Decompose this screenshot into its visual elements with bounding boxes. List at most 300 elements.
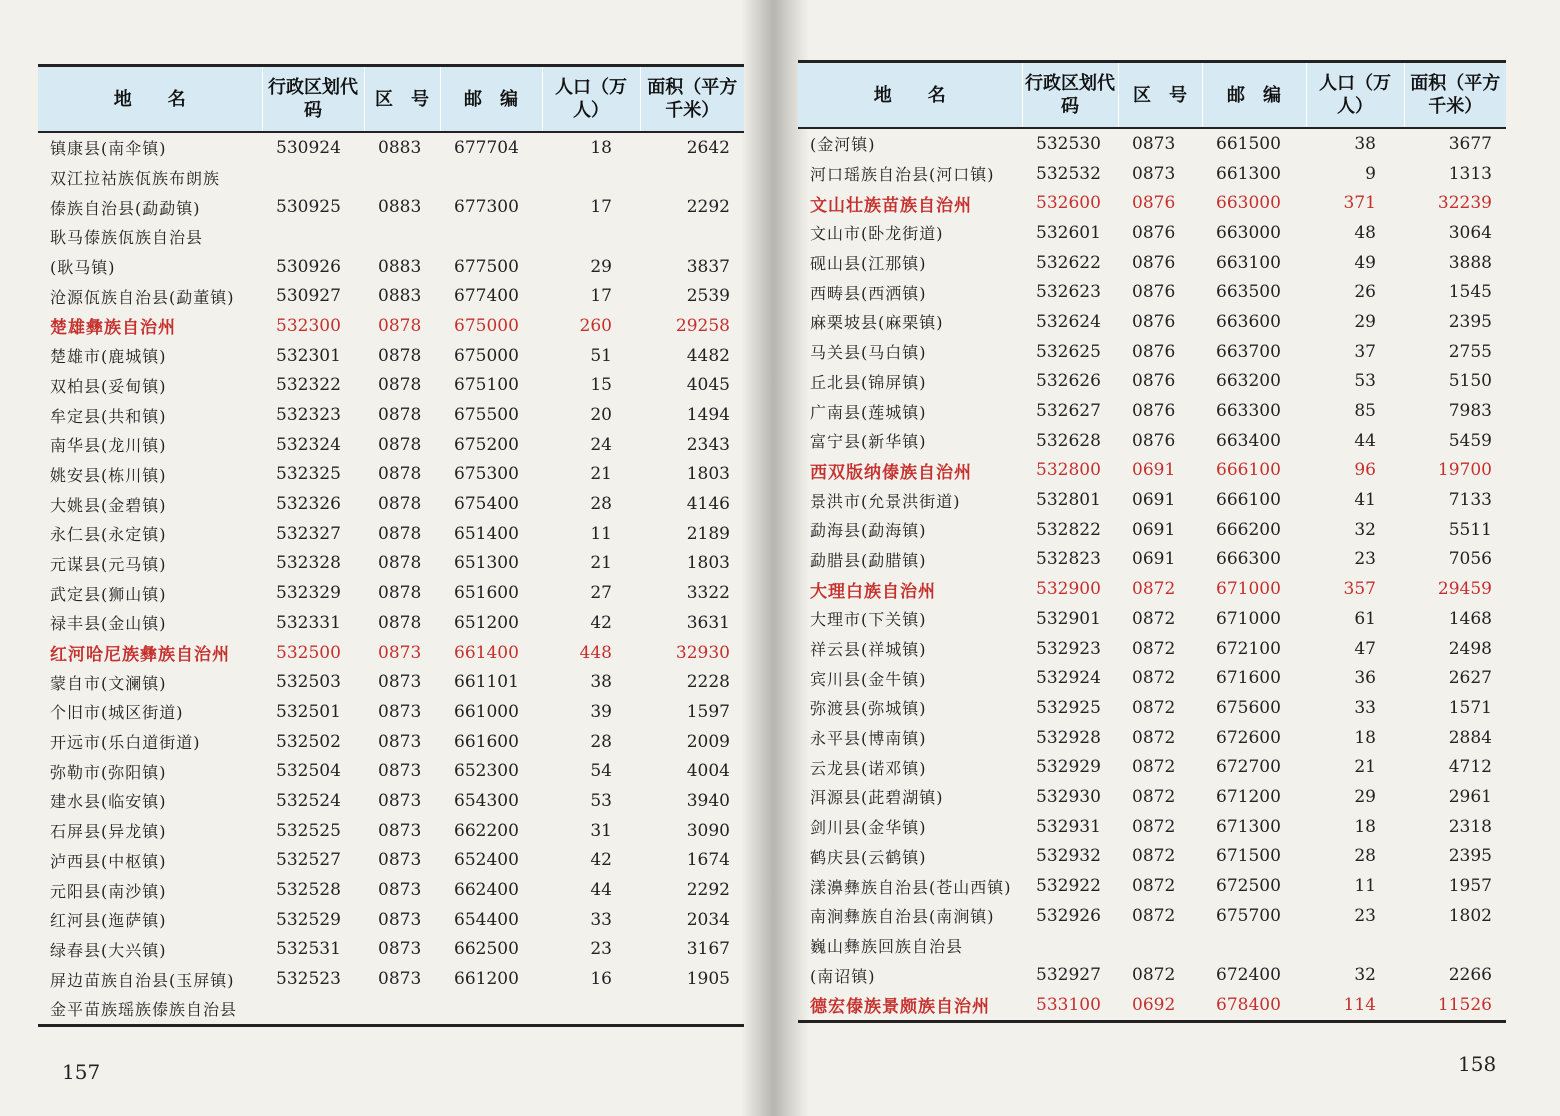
place-name: 牟定县(共和镇) [50, 406, 167, 426]
admin-code [262, 994, 364, 1025]
land-area: 1494 [686, 405, 730, 426]
land-area: 2395 [1448, 846, 1492, 867]
admin-code: 532524 [276, 790, 341, 811]
admin-code: 532501 [276, 701, 341, 722]
admin-code: 532324 [276, 434, 341, 455]
population: 53 [1354, 371, 1376, 392]
postcode: 672600 [1216, 727, 1281, 748]
area-code: 0692 [1132, 994, 1176, 1015]
postcode: 663600 [1216, 311, 1281, 332]
land-area: 2292 [686, 880, 730, 901]
population: 33 [590, 909, 612, 930]
land-area: 4712 [1448, 757, 1492, 778]
population: 32 [1354, 519, 1376, 540]
population: 47 [1354, 638, 1376, 659]
area-code: 0691 [1132, 460, 1176, 481]
table-row [798, 663, 1506, 693]
place-name: 弥渡县(弥城镇) [810, 699, 927, 719]
area-code [364, 222, 440, 252]
table-row [798, 426, 1506, 456]
admin-code: 532525 [276, 820, 341, 841]
table-row [798, 634, 1506, 664]
land-area: 3090 [686, 820, 730, 841]
population: 17 [590, 197, 612, 218]
table-row [38, 132, 744, 163]
table-row [38, 994, 744, 1025]
admin-code: 532502 [276, 731, 341, 752]
place-name: 马关县(马白镇) [810, 343, 927, 363]
place-name: 文山市(卧龙街道) [810, 224, 944, 244]
area-code: 0878 [378, 553, 422, 574]
area-code: 0872 [1132, 786, 1176, 807]
table-row [38, 192, 744, 222]
postcode: 675500 [454, 405, 519, 426]
place-name: 巍山彝族回族自治县 [810, 936, 964, 956]
land-area: 1674 [686, 850, 730, 871]
header-code: 行政区划代码 [1022, 62, 1118, 129]
place-name: 文山壮族苗族自治州 [810, 195, 972, 216]
postcode: 652300 [454, 761, 519, 782]
land-area: 3631 [686, 612, 730, 633]
place-name: 屏边苗族自治县(玉屏镇) [50, 970, 235, 990]
land-area: 2034 [686, 909, 730, 930]
prefecture-row [798, 574, 1506, 604]
land-area: 2884 [1448, 727, 1492, 748]
population: 85 [1354, 401, 1376, 422]
postcode: 677704 [454, 137, 519, 158]
table-row [798, 812, 1506, 842]
place-name: 泸西县(中枢镇) [50, 851, 167, 871]
admin-code: 530925 [276, 197, 341, 218]
land-area: 2292 [686, 197, 730, 218]
postcode: 663400 [1216, 430, 1281, 451]
population: 39 [590, 701, 612, 722]
place-name: 大理白族自治州 [810, 581, 936, 602]
land-area: 7983 [1448, 401, 1492, 422]
table-row [798, 128, 1506, 159]
postcode: 672100 [1216, 638, 1281, 659]
population: 15 [590, 375, 612, 396]
population: 21 [590, 464, 612, 485]
admin-code: 532823 [1036, 549, 1101, 570]
postcode: 677500 [454, 256, 519, 277]
postcode: 661101 [454, 672, 519, 693]
area-code: 0878 [378, 434, 422, 455]
postcode: 675000 [454, 315, 519, 336]
table-row [38, 608, 744, 638]
admin-code: 532328 [276, 553, 341, 574]
place-name: 景洪市(允景洪街道) [810, 491, 961, 511]
population: 31 [590, 820, 612, 841]
header-area: 面积（平方千米） [640, 66, 744, 133]
land-area: 4482 [686, 345, 730, 366]
admin-code: 532930 [1036, 786, 1101, 807]
postcode: 666100 [1216, 490, 1281, 511]
table-row [798, 277, 1506, 307]
admin-code: 532326 [276, 494, 341, 515]
area-code: 0691 [1132, 549, 1176, 570]
land-area: 1957 [1448, 876, 1492, 897]
land-area: 3837 [686, 256, 730, 277]
postcode: 661500 [1216, 133, 1281, 154]
place-name: 河口瑶族自治县(河口镇) [810, 165, 995, 185]
postcode: 661600 [454, 731, 519, 752]
postcode: 671200 [1216, 786, 1281, 807]
postcode: 652400 [454, 850, 519, 871]
postcode: 663100 [1216, 252, 1281, 273]
postcode: 654400 [454, 909, 519, 930]
land-area: 1571 [1448, 697, 1492, 718]
land-area: 7133 [1448, 490, 1492, 511]
area-code: 0878 [378, 315, 422, 336]
place-name: 红河县(迤萨镇) [50, 911, 167, 931]
land-area: 2189 [686, 523, 730, 544]
header-area-code: 区 号 [1118, 62, 1202, 129]
land-area: 7056 [1448, 549, 1492, 570]
postcode [440, 994, 542, 1025]
area-code: 0873 [378, 642, 422, 663]
land-area: 2642 [686, 137, 730, 158]
land-area: 2627 [1448, 668, 1492, 689]
population: 17 [590, 286, 612, 307]
admin-code: 532523 [276, 969, 341, 990]
population: 32 [1354, 965, 1376, 986]
table-row [38, 846, 744, 876]
table-row [798, 515, 1506, 545]
land-area: 1545 [1448, 282, 1492, 303]
place-name: 武定县(狮山镇) [50, 584, 167, 604]
area-code: 0878 [378, 523, 422, 544]
table-row [38, 489, 744, 519]
land-area: 2961 [1448, 786, 1492, 807]
admin-code: 532301 [276, 345, 341, 366]
place-name: (耿马镇) [50, 258, 116, 278]
postcode: 654300 [454, 790, 519, 811]
place-name: (南诏镇) [810, 966, 876, 986]
postcode: 663500 [1216, 282, 1281, 303]
left-page [38, 64, 744, 1027]
population [542, 994, 640, 1025]
admin-code: 532528 [276, 880, 341, 901]
admin-code: 532329 [276, 583, 341, 604]
postcode: 662400 [454, 880, 519, 901]
land-area: 5511 [1448, 519, 1492, 540]
population: 260 [579, 315, 612, 336]
land-area: 1597 [686, 701, 730, 722]
admin-code: 532627 [1036, 401, 1101, 422]
place-name: 广南县(莲城镇) [810, 402, 927, 422]
population: 29 [1354, 311, 1376, 332]
land-area: 1905 [686, 969, 730, 990]
population: 27 [590, 583, 612, 604]
land-area: 2343 [686, 434, 730, 455]
land-area: 2539 [686, 286, 730, 307]
area-code: 0878 [378, 494, 422, 515]
place-name: 元阳县(南沙镇) [50, 881, 167, 901]
postcode [440, 163, 542, 193]
land-area: 1803 [686, 553, 730, 574]
area-code: 0872 [1132, 727, 1176, 748]
admin-code: 532927 [1036, 965, 1101, 986]
table-row [798, 396, 1506, 426]
postcode: 678400 [1216, 994, 1281, 1015]
admin-code: 532327 [276, 523, 341, 544]
admin-code: 532325 [276, 464, 341, 485]
population: 23 [1354, 905, 1376, 926]
population: 48 [1354, 222, 1376, 243]
population: 28 [1354, 846, 1376, 867]
population: 53 [590, 790, 612, 811]
area-code [364, 163, 440, 193]
area-code: 0872 [1132, 579, 1176, 600]
right-table [798, 60, 1506, 1023]
right-page-number: 158 [1458, 1052, 1497, 1076]
table-row [798, 545, 1506, 575]
table-row [798, 931, 1506, 961]
postcode: 672700 [1216, 757, 1281, 778]
area-code [1118, 931, 1202, 961]
admin-code: 532527 [276, 850, 341, 871]
admin-code: 532924 [1036, 668, 1101, 689]
population: 38 [1354, 133, 1376, 154]
area-code: 0873 [378, 909, 422, 930]
land-area: 5459 [1448, 430, 1492, 451]
land-area: 1313 [1448, 163, 1492, 184]
table-row [38, 756, 744, 786]
area-code: 0873 [1132, 133, 1176, 154]
land-area: 4004 [686, 761, 730, 782]
area-code: 0878 [378, 405, 422, 426]
land-area: 2228 [686, 672, 730, 693]
postcode: 663700 [1216, 341, 1281, 362]
admin-code: 532532 [1036, 163, 1101, 184]
admin-code: 532929 [1036, 757, 1101, 778]
area-code: 0872 [1132, 876, 1176, 897]
area-code: 0873 [378, 761, 422, 782]
place-name: 祥云县(祥城镇) [810, 640, 927, 660]
place-name: 弥勒市(弥阳镇) [50, 762, 167, 782]
place-name: 开远市(乐白道街道) [50, 733, 201, 753]
header-name: 地 名 [113, 88, 186, 110]
postcode: 661400 [454, 642, 519, 663]
postcode: 661000 [454, 701, 519, 722]
land-area: 5150 [1448, 371, 1492, 392]
area-code: 0876 [1132, 401, 1176, 422]
table-row [38, 371, 744, 401]
table-row [798, 248, 1506, 278]
land-area: 19700 [1437, 460, 1492, 481]
place-name: 石屏县(异龙镇) [50, 822, 167, 842]
place-name: 宾川县(金牛镇) [810, 669, 927, 689]
postcode: 663300 [1216, 401, 1281, 422]
population: 41 [1354, 490, 1376, 511]
admin-code: 532925 [1036, 697, 1101, 718]
place-name: 云龙县(诺邓镇) [810, 758, 927, 778]
population: 11 [1354, 876, 1376, 897]
area-code: 0872 [1132, 846, 1176, 867]
place-name: 傣族自治县(勐勐镇) [50, 198, 201, 218]
place-name: 绿春县(大兴镇) [50, 940, 167, 960]
land-area: 29459 [1437, 579, 1492, 600]
postcode: 651300 [454, 553, 519, 574]
population: 29 [590, 256, 612, 277]
population [542, 222, 640, 252]
admin-code: 532628 [1036, 430, 1101, 451]
left-table [38, 64, 744, 1027]
population: 23 [590, 939, 612, 960]
postcode: 671300 [1216, 816, 1281, 837]
table-row [798, 337, 1506, 367]
admin-code: 532530 [1036, 133, 1101, 154]
area-code: 0876 [1132, 311, 1176, 332]
population [1306, 931, 1404, 961]
header-postcode: 邮 编 [440, 66, 542, 133]
land-area: 3677 [1448, 133, 1492, 154]
postcode [1202, 931, 1306, 961]
header-population: 人口（万人） [542, 66, 640, 133]
table-row [38, 816, 744, 846]
postcode: 671500 [1216, 846, 1281, 867]
table-row [38, 786, 744, 816]
area-code: 0873 [378, 790, 422, 811]
admin-code: 532622 [1036, 252, 1101, 273]
place-name: 麻栗坡县(麻栗镇) [810, 313, 944, 333]
area-code: 0872 [1132, 965, 1176, 986]
population: 18 [1354, 727, 1376, 748]
table-row [38, 519, 744, 549]
table-row [798, 307, 1506, 337]
postcode: 663200 [1216, 371, 1281, 392]
population: 448 [579, 642, 612, 663]
land-area: 2395 [1448, 311, 1492, 332]
admin-code: 532300 [276, 315, 341, 336]
header-population: 人口（万人） [1306, 62, 1404, 129]
right-table-body [798, 128, 1506, 1021]
postcode [440, 222, 542, 252]
area-code: 0873 [378, 850, 422, 871]
place-name: 南华县(龙川镇) [50, 436, 167, 456]
table-row [38, 252, 744, 282]
table-row [798, 723, 1506, 753]
table-row [798, 218, 1506, 248]
admin-code: 532500 [276, 642, 341, 663]
admin-code [262, 163, 364, 193]
admin-code: 533100 [1036, 994, 1101, 1015]
area-code: 0876 [1132, 222, 1176, 243]
area-code: 0876 [1132, 371, 1176, 392]
postcode: 671000 [1216, 579, 1281, 600]
area-code: 0872 [1132, 668, 1176, 689]
table-row [38, 905, 744, 935]
area-code: 0878 [378, 464, 422, 485]
admin-code: 532901 [1036, 608, 1101, 629]
admin-code: 532322 [276, 375, 341, 396]
place-name: 双江拉祜族佤族布朗族 [50, 169, 221, 189]
population: 357 [1343, 579, 1376, 600]
place-name: 楚雄市(鹿城镇) [50, 347, 167, 367]
table-row [798, 693, 1506, 723]
prefecture-row [38, 311, 744, 341]
admin-code: 532928 [1036, 727, 1101, 748]
area-code: 0691 [1132, 490, 1176, 511]
postcode: 663000 [1216, 193, 1281, 214]
postcode: 661300 [1216, 163, 1281, 184]
left-table-header [38, 66, 744, 133]
table-row [38, 578, 744, 608]
place-name: 双柏县(妥甸镇) [50, 376, 167, 396]
postcode: 651200 [454, 612, 519, 633]
place-name: 禄丰县(金山镇) [50, 614, 167, 634]
postcode: 666300 [1216, 549, 1281, 570]
place-name: 姚安县(栋川镇) [50, 465, 167, 485]
right-table-header [798, 62, 1506, 129]
table-row [798, 159, 1506, 189]
admin-code: 532800 [1036, 460, 1101, 481]
table-row [38, 222, 744, 252]
postcode: 661200 [454, 969, 519, 990]
population: 16 [590, 969, 612, 990]
postcode: 672500 [1216, 876, 1281, 897]
place-name: 耿马傣族佤族自治县 [50, 228, 204, 248]
area-code: 0876 [1132, 193, 1176, 214]
table-row [798, 960, 1506, 990]
population: 26 [1354, 282, 1376, 303]
place-name: 剑川县(金华镇) [810, 818, 927, 838]
land-area: 1468 [1448, 608, 1492, 629]
place-name: 洱源县(茈碧湖镇) [810, 788, 944, 808]
table-row [38, 697, 744, 727]
land-area: 2266 [1448, 965, 1492, 986]
area-code: 0876 [1132, 430, 1176, 451]
population: 54 [590, 761, 612, 782]
postcode: 675000 [454, 345, 519, 366]
place-name: 蒙自市(文澜镇) [50, 673, 167, 693]
postcode: 671000 [1216, 608, 1281, 629]
place-name: 个旧市(城区街道) [50, 703, 184, 723]
admin-code: 532923 [1036, 638, 1101, 659]
postcode: 677300 [454, 197, 519, 218]
admin-code: 532822 [1036, 519, 1101, 540]
admin-code: 532801 [1036, 490, 1101, 511]
place-name: 富宁县(新华镇) [810, 432, 927, 452]
table-row [798, 752, 1506, 782]
area-code: 0878 [378, 612, 422, 633]
land-area: 29258 [675, 315, 730, 336]
population: 21 [1354, 757, 1376, 778]
land-area: 2498 [1448, 638, 1492, 659]
place-name: 镇康县(南伞镇) [50, 139, 167, 159]
postcode: 675200 [454, 434, 519, 455]
area-code: 0872 [1132, 905, 1176, 926]
population: 18 [1354, 816, 1376, 837]
postcode: 651400 [454, 523, 519, 544]
population: 23 [1354, 549, 1376, 570]
prefecture-row [38, 638, 744, 668]
table-row [38, 667, 744, 697]
area-code: 0883 [378, 137, 422, 158]
population: 42 [590, 850, 612, 871]
place-name: 大理市(下关镇) [810, 610, 927, 630]
admin-code: 532601 [1036, 222, 1101, 243]
header-code: 行政区划代码 [262, 66, 364, 133]
admin-code: 532529 [276, 909, 341, 930]
table-row [798, 367, 1506, 397]
header-area: 面积（平方千米） [1404, 62, 1506, 129]
postcode: 677400 [454, 286, 519, 307]
area-code: 0873 [378, 880, 422, 901]
postcode: 666200 [1216, 519, 1281, 540]
land-area: 1802 [1448, 905, 1492, 926]
